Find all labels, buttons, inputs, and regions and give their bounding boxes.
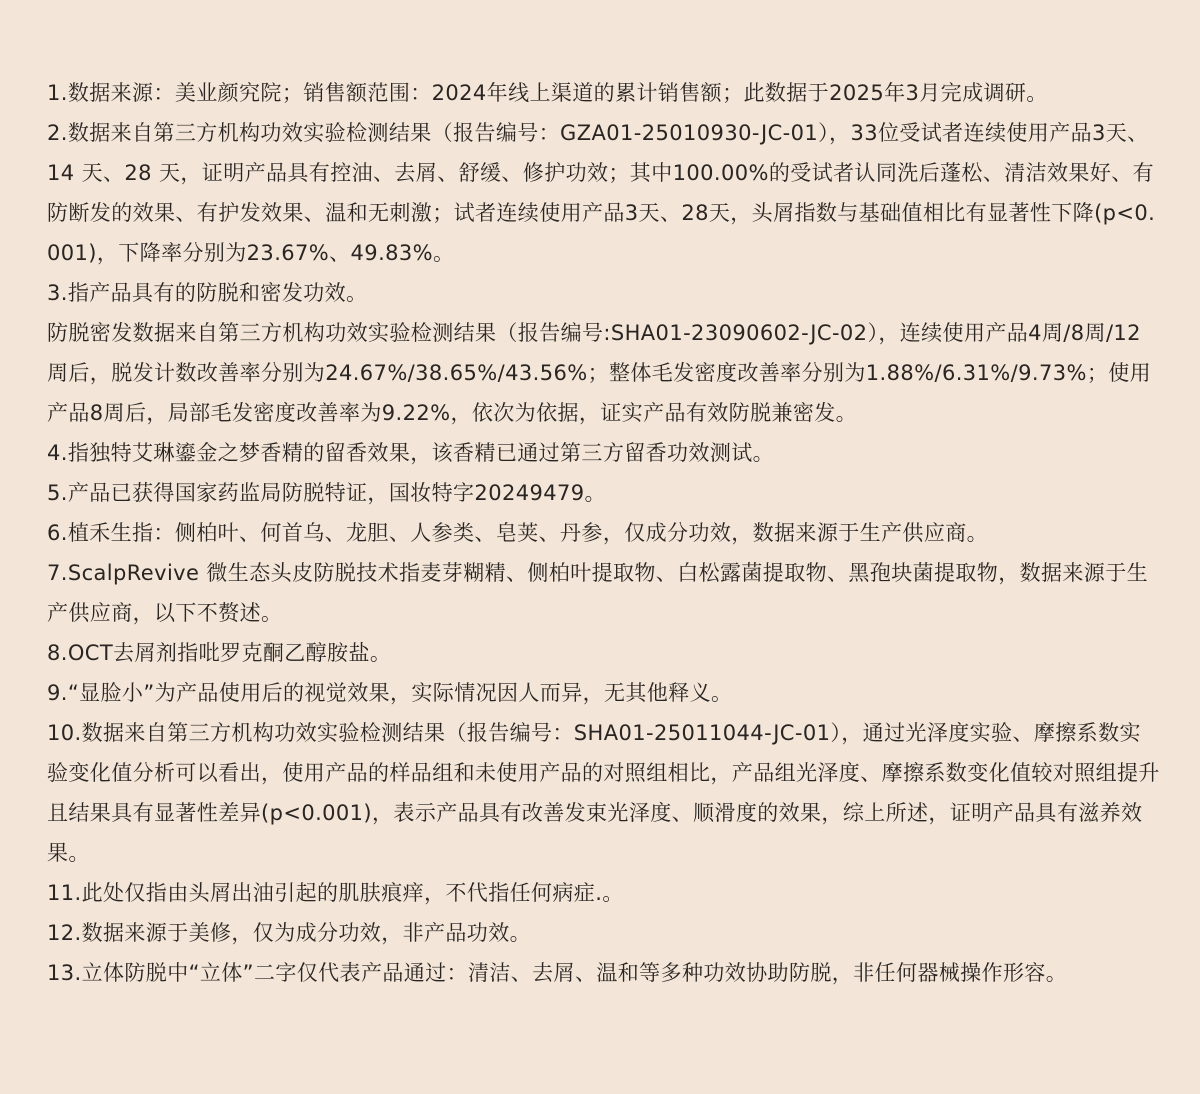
footnote-4: 4.指独特艾琳鎏金之梦香精的留香效果，该香精已通过第三方留香功效测试。 <box>47 441 775 465</box>
footnote-6: 6.植禾生指：侧柏叶、何首乌、龙胆、人参类、皂荚、丹参，仅成分功效，数据来源于生产供应商。 <box>47 521 989 545</box>
footnote-list <box>47 73 1160 993</box>
footnote-3-detail: 防脱密发数据来自第三方机构功效实验检测结果（报告编号:SHA01-23090602-JC-02），连续使用产品4周/8周/12周后，脱发计数改善率分别为24.67%/38.65%/43.56%；整体毛发密度改善率分别为1.88%/6.31%/9.73%；使用产品8周后，局部毛发密度改善率为9.22%，依次为依据，证实产品有效防脱兼密发。 <box>47 321 1152 425</box>
footnote-8: 8.OCT去屑剂指吡罗克酮乙醇胺盐。 <box>47 641 392 665</box>
footnote-3: 3.指产品具有的防脱和密发功效。 <box>47 281 368 305</box>
footnote-13: 13.立体防脱中“立体”二字仅代表产品通过：清洁、去屑、温和等多种功效协助防脱，非任何器械操作形容。 <box>47 961 1068 985</box>
footnote-2: 2.数据来自第三方机构功效实验检测结果（报告编号：GZA01-25010930-JC-01），33位受试者连续使用产品3天、14 天、28 天，证明产品具有控油、去屑、舒缓、修护功效；其中100.00%的受试者认同洗后蓬松、清洁效果好、有防断发的效果、有护发效果、温和无刺激；试者连续使用产品3天、28天，头屑指数与基础值相比有显著性下降(p<0.001)，下降率分别为23.67%、49.83%。 <box>47 121 1156 265</box>
footnote-11: 11.此处仅指由头屑出油引起的肌肤痕痒，不代指任何病症.。 <box>47 881 624 905</box>
footnote-5: 5.产品已获得国家药监局防脱特证，国妆特字20249479。 <box>47 481 606 505</box>
footnote-12: 12.数据来源于美修，仅为成分功效，非产品功效。 <box>47 921 531 945</box>
footnote-9: 9.“显脸小”为产品使用后的视觉效果，实际情况因人而异，无其他释义。 <box>47 681 733 705</box>
footnote-10: 10.数据来自第三方机构功效实验检测结果（报告编号：SHA01-25011044-JC-01），通过光泽度实验、摩擦系数实验变化值分析可以看出，使用产品的样品组和未使用产品的对照组相比，产品组光泽度、摩擦系数变化值较对照组提升且结果具有显著性差异(p<0.001)，表示产品具有改善发束光泽度、顺滑度的效果，综上所述，证明产品具有滋养效果。 <box>47 721 1160 865</box>
footnote-7: 7.ScalpRevive 微生态头皮防脱技术指麦芽糊精、侧柏叶提取物、白松露菌提取物、黑孢块菌提取物，数据来源于生产供应商，以下不赘述。 <box>47 561 1148 625</box>
footnote-1: 1.数据来源：美业颜究院；销售额范围：2024年线上渠道的累计销售额；此数据于2025年3月完成调研。 <box>47 81 1048 105</box>
